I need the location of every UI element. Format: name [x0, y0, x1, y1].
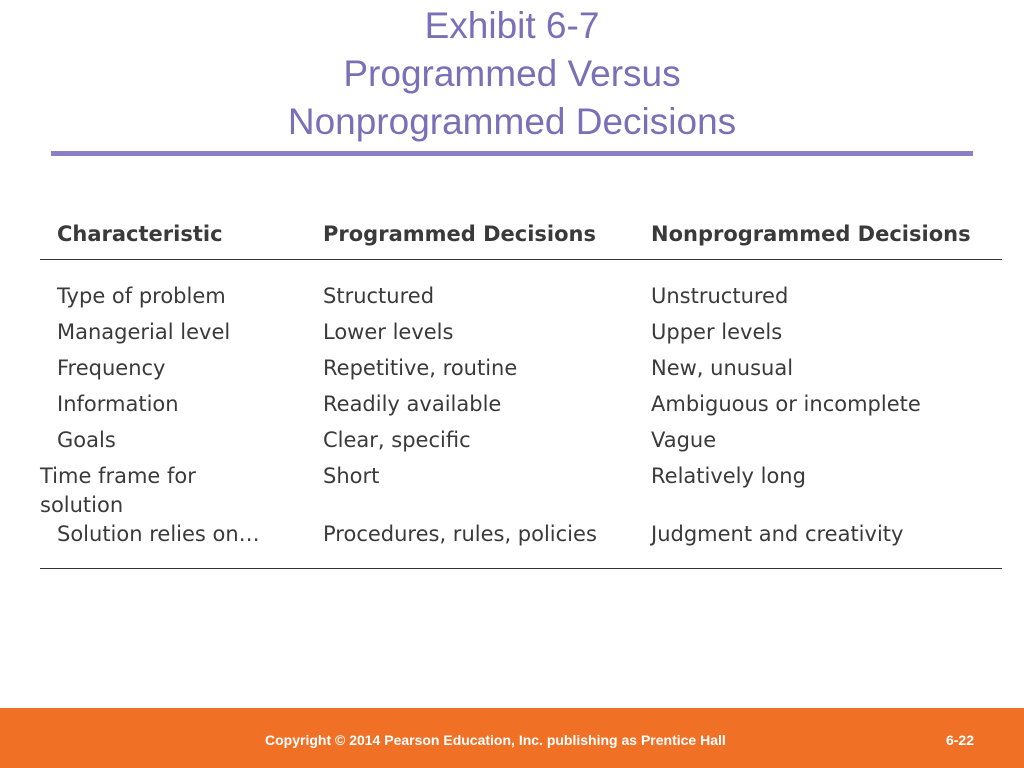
cell-programmed: Procedures, rules, policies	[323, 522, 597, 546]
cell-programmed: Lower levels	[323, 320, 454, 344]
cell-programmed: Short	[323, 464, 380, 488]
cell-nonprogrammed: Upper levels	[651, 320, 783, 344]
table-row	[40, 426, 1002, 462]
table-row	[40, 282, 1002, 318]
cell-programmed: Repetitive, routine	[323, 356, 518, 380]
table-row	[40, 318, 1002, 354]
cell-programmed: Readily available	[323, 392, 502, 416]
header-nonprogrammed-decisions: Nonprogrammed Decisions	[651, 222, 971, 246]
cell-characteristic: Type of problem	[57, 284, 226, 308]
table-row	[40, 354, 1002, 390]
cell-nonprogrammed: Vague	[651, 428, 717, 452]
cell-nonprogrammed: Unstructured	[651, 284, 789, 308]
cell-nonprogrammed: Ambiguous or incomplete	[651, 392, 921, 416]
decisions-table	[40, 210, 1002, 569]
title-line-nonprogrammed-decisions: Nonprogrammed Decisions	[287, 101, 737, 142]
cell-nonprogrammed: Relatively long	[651, 464, 806, 488]
cell-characteristic: Managerial level	[57, 320, 231, 344]
title-line-programmed-versus: Programmed Versus	[343, 53, 681, 94]
title-underline-divider	[51, 151, 973, 156]
slide-title	[0, 2, 1024, 146]
cell-characteristic: Goals	[57, 428, 116, 452]
cell-characteristic-line: Time frame for	[40, 464, 196, 488]
page-number: 6-22	[945, 732, 974, 748]
cell-characteristic	[40, 462, 306, 520]
cell-characteristic-line: solution	[40, 493, 124, 517]
table-header-row	[40, 210, 1002, 260]
cell-nonprogrammed: New, unusual	[651, 356, 794, 380]
title-line-exhibit: Exhibit 6-7	[424, 5, 600, 46]
cell-characteristic: Frequency	[57, 356, 166, 380]
copyright-notice: Copyright © 2014 Pearson Education, Inc. publishing as Prentice Hall	[265, 732, 726, 748]
cell-programmed: Structured	[323, 284, 435, 308]
cell-programmed: Clear, specific	[323, 428, 471, 452]
table-row	[40, 462, 1002, 520]
cell-characteristic: Information	[57, 392, 179, 416]
footer-bar	[0, 708, 1024, 768]
cell-nonprogrammed: Judgment and creativity	[651, 522, 904, 546]
header-programmed-decisions: Programmed Decisions	[323, 222, 596, 246]
table-body	[40, 260, 1002, 569]
table-row	[40, 520, 1002, 556]
header-characteristic: Characteristic	[57, 222, 223, 246]
table-row	[40, 390, 1002, 426]
cell-characteristic: Solution relies on…	[57, 522, 260, 546]
